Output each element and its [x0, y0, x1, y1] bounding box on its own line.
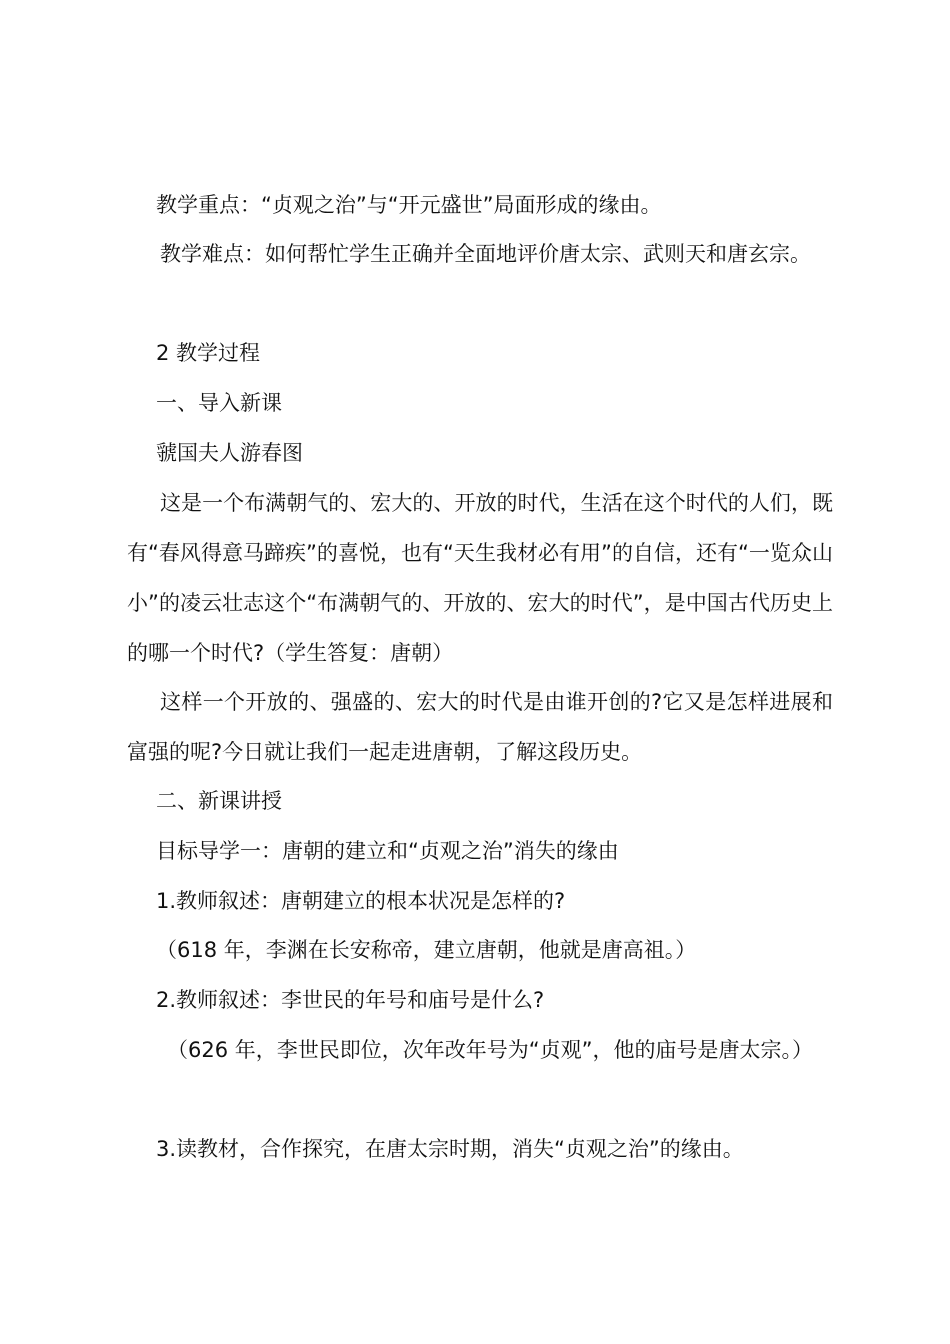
paragraph-answer-2: （626 年，李世民即位，次年改年号为“贞观”，他的庙号是唐太宗。） [167, 1038, 814, 1062]
paragraph-painting-title: 虢国夫人游春图 [156, 441, 303, 465]
heading-introduction: 一、导入新课 [156, 391, 282, 415]
paragraph-teaching-difficulty: 教学难点：如何帮忙学生正确并全面地评价唐太宗、武则天和唐玄宗。 [160, 242, 811, 266]
heading-teaching-process: 2 教学过程 [156, 341, 261, 365]
paragraph-era-description: 这是一个布满朝气的、宏大的、开放的时代，生活在这个时代的人们，既有“春风得意马蹄疾”的喜悦，也有“天生我材必有用”的自信，还有“一览众山小”的凌云壮志这个“布满朝气的、开放的、宏大的时代”，是中国古代历史上的哪一个时代?（学生答复：唐朝） [127, 491, 833, 665]
heading-new-lesson: 二、新课讲授 [156, 789, 282, 813]
paragraph-era-question: 这样一个开放的、强盛的、宏大的时代是由谁开创的?它又是怎样进展和富强的呢?今日就让我们一起走进唐朝，了解这段历史。 [127, 690, 833, 764]
paragraph-question-1: 1.教师叙述：唐朝建立的根本状况是怎样的? [156, 889, 566, 913]
paragraph-answer-1: （618 年，李渊在长安称帝，建立唐朝，他就是唐高祖。） [156, 938, 697, 962]
heading-goal-one: 目标导学一：唐朝的建立和“贞观之治”消失的缘由 [156, 839, 619, 863]
paragraph-question-2: 2.教师叙述：李世民的年号和庙号是什么? [156, 988, 545, 1012]
paragraph-question-3: 3.读教材，合作探究，在唐太宗时期，消失“贞观之治”的缘由。 [156, 1137, 744, 1161]
paragraph-teaching-focus: 教学重点：“贞观之治”与“开元盛世”局面形成的缘由。 [156, 193, 662, 217]
